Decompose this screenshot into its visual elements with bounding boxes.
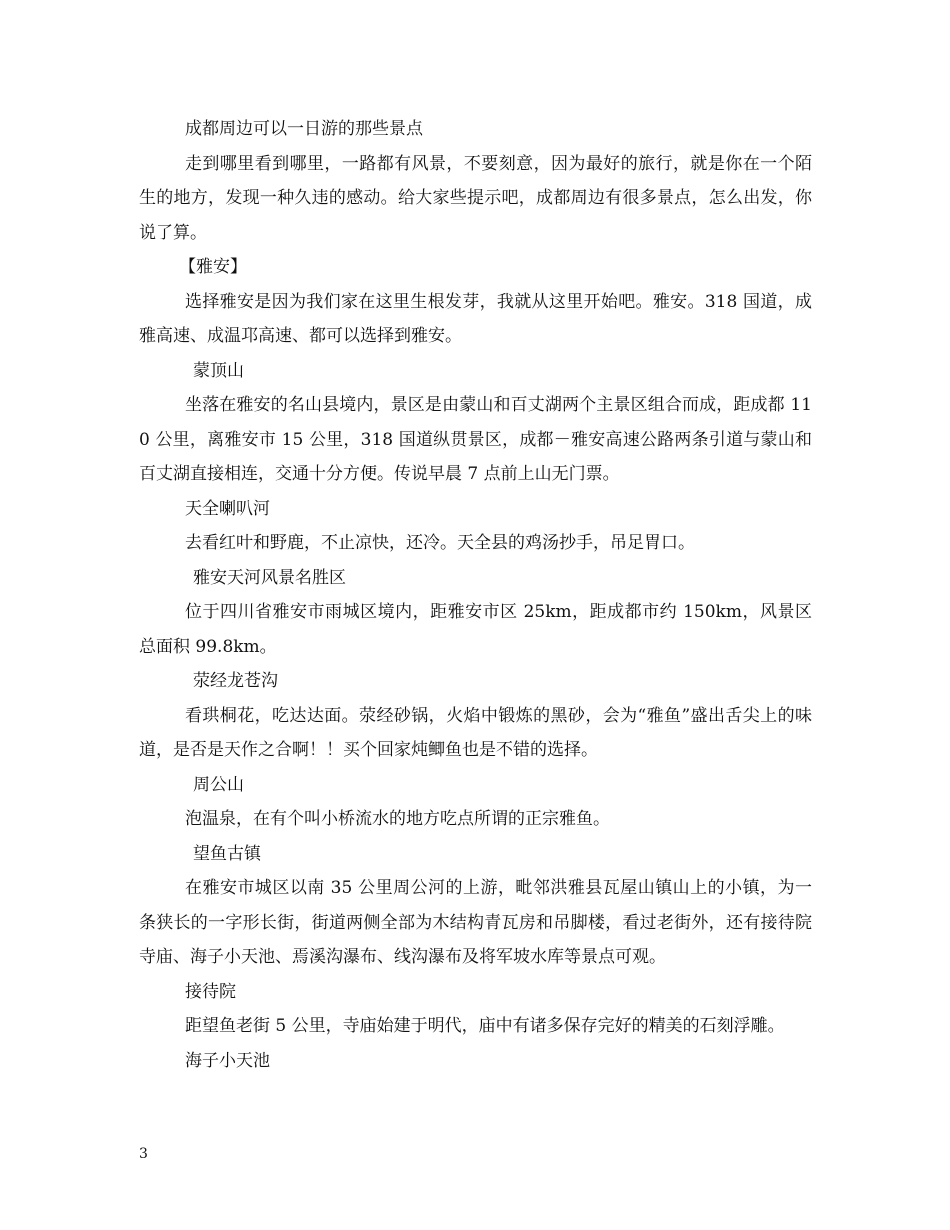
heading-mengding: 蒙顶山 bbox=[193, 360, 244, 381]
zhougong-paragraph: 泡温泉，在有个叫小桥流水的地方吃点所谓的正宗雅鱼。 bbox=[185, 809, 610, 829]
jiedai-paragraph: 距望鱼老街 5 公里，寺庙始建于明代，庙中有诸多保存完好的精美的石刻浮雕。 bbox=[185, 1016, 785, 1036]
tianhe-paragraph: 位于四川省雅安市雨城区境内，距雅安市区 25km，距成都市约 150km，风景区总面积 99.8km。 bbox=[139, 602, 812, 657]
heading-wangyu: 望鱼古镇 bbox=[193, 843, 261, 864]
heading-haizi: 海子小天池 bbox=[185, 1050, 270, 1071]
section-heading-yaan: 【雅安】 bbox=[179, 257, 247, 277]
wangyu-paragraph: 在雅安市城区以南 35 公里周公河的上游，毗邻洪雅县瓦屋山镇山上的小镇，为一条狭长的一字形长街，街道两侧全部为木结构青瓦房和吊脚楼，看过老街外，还有接待院寺庙、海子小天池、焉溪沟瀑布、线沟瀑布及将军坡水库等景点可观。 bbox=[139, 878, 812, 967]
heading-jiedai: 接待院 bbox=[185, 981, 236, 1002]
tianquan-paragraph: 去看红叶和野鹿，不止凉快，还冷。天全县的鸡汤抄手，吊足胃口。 bbox=[185, 533, 695, 553]
yaan-paragraph: 选择雅安是因为我们家在这里生根发芽，我就从这里开始吧。雅安。318 国道，成雅高速、成温邛高速、都可以选择到雅安。 bbox=[139, 291, 812, 346]
heading-tianquan: 天全喇叭河 bbox=[185, 498, 270, 519]
heading-tianhe: 雅安天河风景名胜区 bbox=[193, 567, 346, 588]
document-body bbox=[139, 112, 812, 1078]
heading-zhougong: 周公山 bbox=[193, 774, 244, 795]
rongjing-paragraph: 看珙桐花，吃达达面。荥经砂锅，火焰中锻炼的黑砂，会为“雅鱼”盛出舌尖上的味道，是否是天作之合啊！！买个回家炖鲫鱼也是不错的选择。 bbox=[139, 705, 812, 760]
heading-rongjing: 荥经龙苍沟 bbox=[193, 671, 278, 691]
mengding-paragraph: 坐落在雅安的名山县境内，景区是由蒙山和百丈湖两个主景区组合而成，距成都 110 公里，离雅安市 15 公里，318 国道纵贯景区，成都－雅安高速公路两条引道与蒙山和百丈湖直接相连，交通十分方便。传说早晨 7 点前上山无门票。 bbox=[139, 395, 812, 484]
document-title: 成都周边可以一日游的那些景点 bbox=[185, 119, 423, 139]
page-number: 3 bbox=[139, 1146, 148, 1162]
intro-paragraph: 走到哪里看到哪里，一路都有风景，不要刻意，因为最好的旅行，就是你在一个陌生的地方，发现一种久违的感动。给大家些提示吧，成都周边有很多景点，怎么出发，你说了算。 bbox=[139, 153, 812, 243]
